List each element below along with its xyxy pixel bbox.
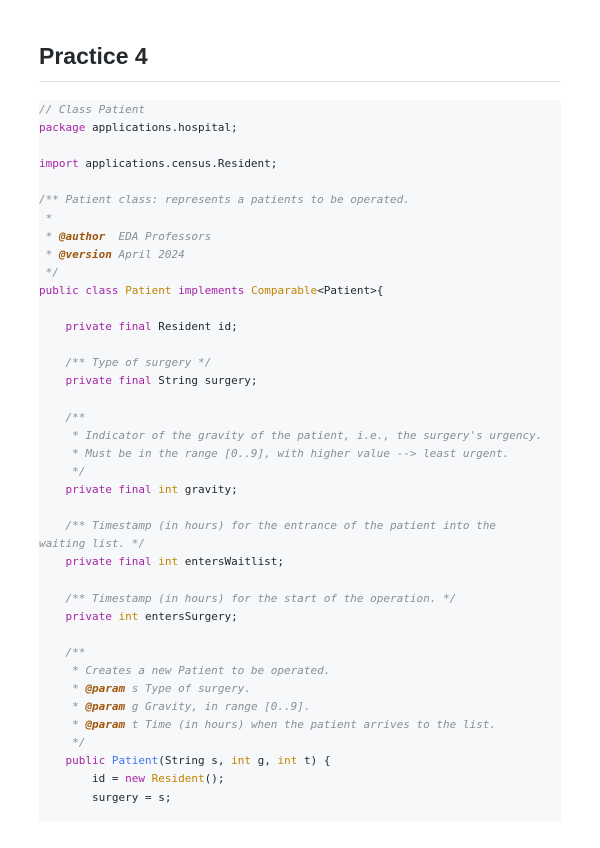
code-line [39,228,561,246]
code-token: private final [65,374,152,388]
code-token: @param [85,700,126,714]
code-line [39,499,561,517]
code-token: s Type of surgery. [125,682,251,695]
code-token: int [231,754,251,768]
code-token: entersWaitlist; [178,555,285,569]
code-token [39,646,66,659]
code-token: * Indicator of the gravity of the patient, i.e., the surgery's urgency. [39,428,543,442]
code-token: int [158,555,179,569]
code-token: April 2024 [111,247,185,261]
code-line [39,590,561,608]
code-token: */ [39,736,86,750]
code-line [39,372,561,390]
code-token [145,772,152,785]
code-token [39,483,66,496]
code-token: /** Timestamp (in hours) for the entrance of the patient into the [65,519,496,533]
code-token: package [39,121,86,135]
code-line [39,173,561,191]
code-line [39,571,561,589]
code-token: */ [39,464,86,478]
code-token: * [39,211,53,225]
code-line [39,770,561,788]
code-token [39,411,66,424]
code-token: private final [65,482,152,496]
code-token: import [39,157,79,171]
code-token: * Creates a new Patient to be operated. [39,663,331,677]
code-token: */ [39,265,59,279]
code-token: private final [65,320,152,334]
code-token [105,754,112,767]
code-token: Patient [111,754,159,768]
code-line [39,191,561,209]
code-token: * Must be in the range [0..9], with higher value --> least urgent. [39,446,510,460]
code-line [39,644,561,662]
code-token: t) { [297,754,331,768]
code-token: * [39,718,86,732]
code-line [39,391,561,409]
code-token [39,320,66,333]
code-token: int [118,609,139,623]
code-token: entersSurgery; [138,609,238,623]
code-token: EDA Professors [105,229,212,243]
code-token: /** [65,410,86,424]
code-line [39,662,561,680]
code-line [39,300,561,318]
code-token: gravity; [178,482,238,496]
code-token: surgery = s; [39,790,172,804]
code-line [39,354,561,372]
code-line [39,752,561,770]
code-token: Resident [151,772,205,786]
code-line [39,318,561,336]
code-line [39,101,561,119]
code-token: /** [65,645,86,659]
code-line [39,535,561,553]
code-block [39,100,561,821]
code-token: /** Timestamp (in hours) for the start of the operation. */ [65,591,457,605]
code-line [39,427,561,445]
code-token: g, [250,754,278,768]
code-token: // Class Patient [39,103,145,116]
code-token: @version [58,247,112,261]
code-token: Resident id; [151,320,238,334]
code-token: Patient [125,283,172,297]
code-line [39,734,561,752]
code-line [39,282,561,300]
code-line [39,336,561,354]
code-token: /** Patient class: represents a patients to be operated. [39,193,410,207]
code-token [39,610,66,623]
code-line [39,463,561,481]
code-token: private final [65,555,152,569]
code-token: * [39,682,86,695]
code-line [39,789,561,807]
code-token [39,754,66,767]
code-token: @param [85,718,126,732]
code-line [39,137,561,155]
code-token [244,284,251,297]
code-token: applications.census.Resident; [78,157,278,171]
code-line [39,716,561,734]
code-token [39,555,66,568]
code-line [39,553,561,571]
code-token [39,592,66,605]
code-token: String surgery; [151,374,258,388]
code-line [39,409,561,427]
code-token: /** Type of surgery */ [65,356,212,370]
code-line [39,155,561,173]
code-token: (String s, [158,754,232,768]
code-line [39,246,561,264]
code-token: (); [204,772,225,786]
code-line [39,680,561,698]
page-title: Practice 4 [39,43,148,69]
code-token [39,519,66,532]
code-token: id = [39,772,126,786]
code-line [39,626,561,644]
code-line [39,445,561,463]
code-token: <Patient>{ [317,283,384,297]
code-token: public [65,754,106,768]
code-line [39,119,561,137]
code-token: Comparable [250,283,318,297]
code-line [39,264,561,282]
code-token: applications.hospital; [85,121,238,135]
code-line [39,481,561,499]
code-token: waiting list. */ [39,537,145,551]
code-line [39,210,561,228]
title-divider [39,81,561,82]
code-token [39,374,66,387]
code-token: int [158,482,179,496]
code-token [39,356,66,369]
code-token: * [39,229,59,243]
code-line [39,608,561,626]
code-line [39,698,561,716]
code-token: @author [58,229,106,243]
code-token: new [125,772,145,786]
code-token: implements [178,283,245,297]
code-token: @param [85,682,126,695]
code-token: int [277,754,298,768]
code-token: * [39,700,86,714]
code-token: t Time (in hours) when the patient arrives to the list. [125,718,496,732]
code-token: g Gravity, in range [0..9]. [125,700,311,714]
code-line [39,517,561,535]
code-token: private [65,609,112,623]
code-token: * [39,247,59,261]
code-token: public class [39,283,119,297]
